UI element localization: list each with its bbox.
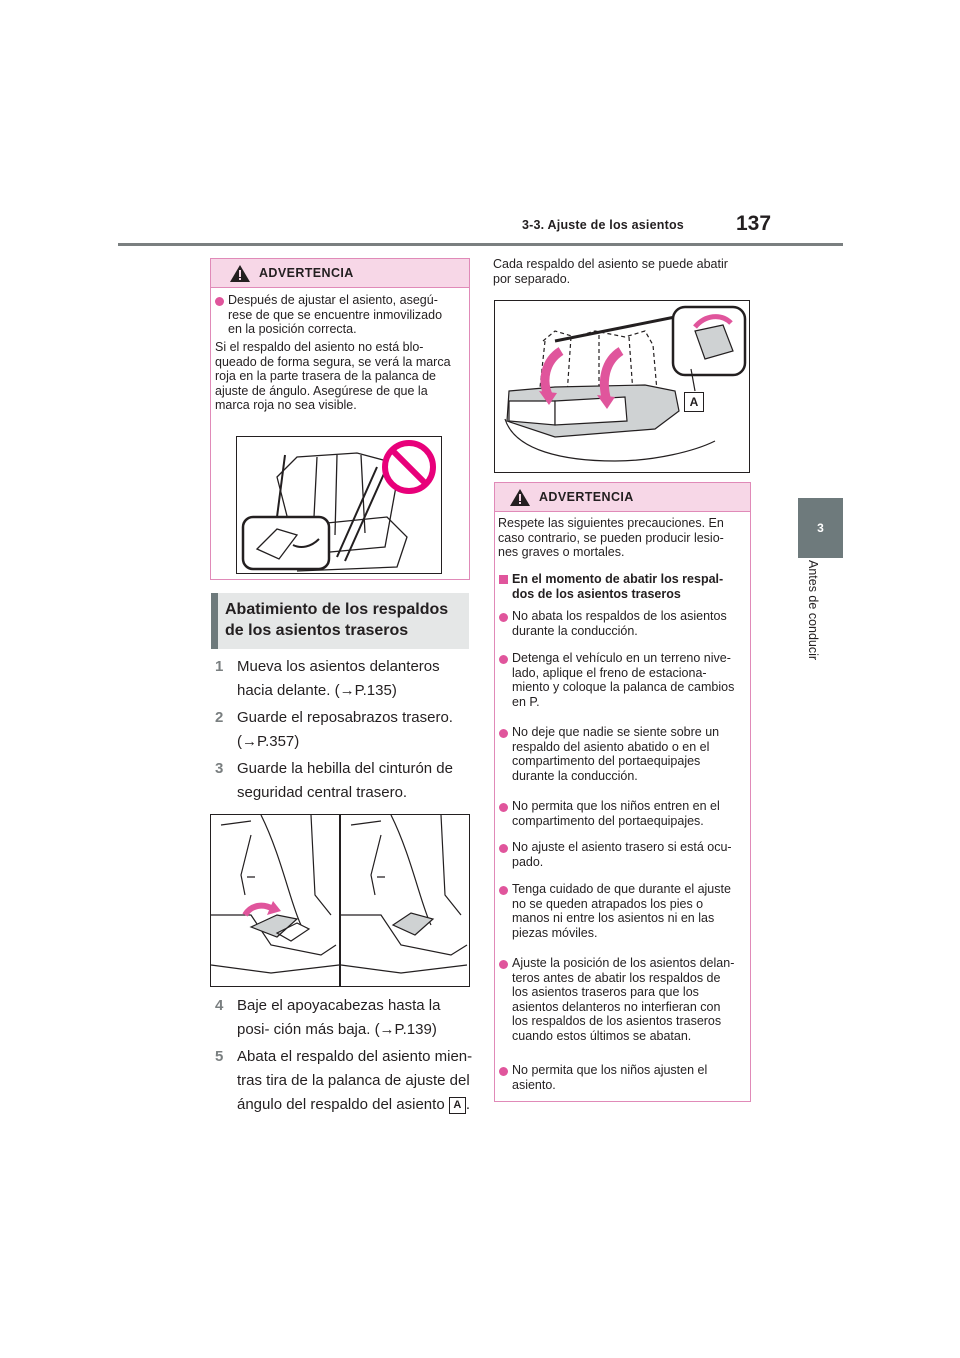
bullet-icon	[499, 655, 508, 664]
step-text-end: .	[465, 1096, 470, 1113]
step-number: 3	[215, 760, 224, 777]
bullet-icon	[499, 960, 508, 969]
heading-bar	[211, 593, 218, 649]
step-number: 1	[215, 658, 224, 675]
step-item	[215, 706, 475, 754]
bullet-icon	[215, 297, 224, 306]
chapter-tab	[798, 498, 843, 558]
warning-triangle-icon	[509, 488, 531, 507]
bullet-icon	[499, 1067, 508, 1076]
header-rule	[118, 243, 843, 246]
warning-bullet-text: Tenga cuidado de que durante el ajuste no se queden atrapados los pies o manos ni entre los asientos ni en las piezas móviles.	[512, 882, 731, 940]
chapter-label-container	[780, 560, 860, 710]
page-number: 137	[736, 212, 772, 235]
step-item	[215, 757, 475, 805]
warning-header	[211, 259, 469, 288]
warning-bullet-text: Después de ajustar el asiento, asegú- rese de que se encuentre inmovilizado en la posición correcta.	[228, 293, 443, 336]
step-text: Guarde la hebilla del cinturón de seguridad central trasero.	[237, 760, 453, 801]
warning-triangle-icon	[229, 264, 251, 283]
chapter-label: Antes de conducir	[806, 560, 820, 661]
warning-box-top	[210, 258, 470, 580]
step-number: 2	[215, 709, 224, 726]
section-heading	[211, 593, 469, 649]
square-bullet-icon	[499, 575, 508, 584]
step-text: Mueva los asientos delanteros hacia delante. (→P.135)	[237, 658, 440, 699]
warning-bullet-text: No permita que los niños entren en el compartimento del portaequipajes.	[512, 799, 720, 828]
warning-subheading: En el momento de abatir los respal- dos de los asientos traseros	[512, 572, 724, 601]
warning-bullet-text: No deje que nadie se siente sobre un respaldo del asiento abatido o en el compartimento del portaequipajes durante la conducción.	[512, 725, 720, 783]
warning-bullet-text: No permita que los niños ajusten el asiento.	[512, 1063, 708, 1092]
right-intro-text: Cada respaldo del asiento se puede abatir por separado.	[493, 257, 728, 286]
step-text-main: Abata el respaldo del asiento mien- tras tira de la palanca de ajuste del ángulo del respaldo del asiento	[237, 1048, 473, 1113]
seat-red-mark-illustration	[237, 437, 441, 573]
warning-box-bottom	[494, 482, 751, 1102]
illustration-seatback-fold	[494, 300, 750, 473]
step-item	[215, 655, 475, 703]
label-a-marker: A	[449, 1097, 466, 1114]
bullet-icon	[499, 844, 508, 853]
warning-paragraph: Si el respaldo del asiento no está blo- queado de forma segura, se verá la marca roja en la parte trasera de la palanca de ajuste de ángulo. Asegúrese de que la marca roja no sea visible.	[215, 340, 451, 412]
section-title: 3-3. Ajuste de los asientos	[522, 218, 684, 232]
section-heading-text: Abatimiento de los respaldos de los asientos traseros	[225, 601, 449, 639]
bullet-icon	[499, 803, 508, 812]
step-text: Baje el apoyacabezas hasta la posi- ción más baja. (→P.139)	[237, 997, 441, 1038]
step-item	[215, 994, 475, 1042]
step-number: 5	[215, 1048, 224, 1065]
warning-bullet-text: No abata los respaldos de los asientos durante la conducción.	[512, 609, 727, 638]
warning-label: ADVERTENCIA	[259, 266, 354, 280]
seatback-fold-illustration	[495, 301, 749, 472]
step-text: Guarde el reposabrazos trasero. (→P.357)	[237, 709, 453, 750]
illustration-buckle-stow	[210, 814, 470, 987]
warning-header	[495, 483, 750, 512]
step-item	[215, 1045, 475, 1117]
step-text	[237, 1045, 477, 1117]
step-number: 4	[215, 997, 224, 1014]
warning-bullet-text: Detenga el vehículo en un terreno nive- lado, aplique el freno de estaciona- miento y coloque la palanca de cambios en P.	[512, 651, 735, 709]
label-a-marker: A	[684, 392, 704, 412]
bullet-icon	[499, 886, 508, 895]
warning-label: ADVERTENCIA	[539, 490, 634, 504]
warning-bullet-text: No ajuste el asiento trasero si está ocu- pado.	[512, 840, 732, 869]
chapter-number: 3	[817, 521, 824, 535]
bullet-icon	[499, 729, 508, 738]
illustration-seat-lock-indicator	[236, 436, 442, 574]
warning-bullet-text: Ajuste la posición de los asientos delan- teros antes de abatir los respaldos de los asientos traseros para que los asientos delanteros no interfieran con los respaldos de los asientos traseros cuando estos últimos se abatan.	[512, 956, 735, 1043]
buckle-stow-illustration	[211, 815, 469, 986]
warning-intro: Respete las siguientes precauciones. En caso contrario, se pueden producir lesio- nes graves o mortales.	[498, 516, 724, 559]
bullet-icon	[499, 613, 508, 622]
